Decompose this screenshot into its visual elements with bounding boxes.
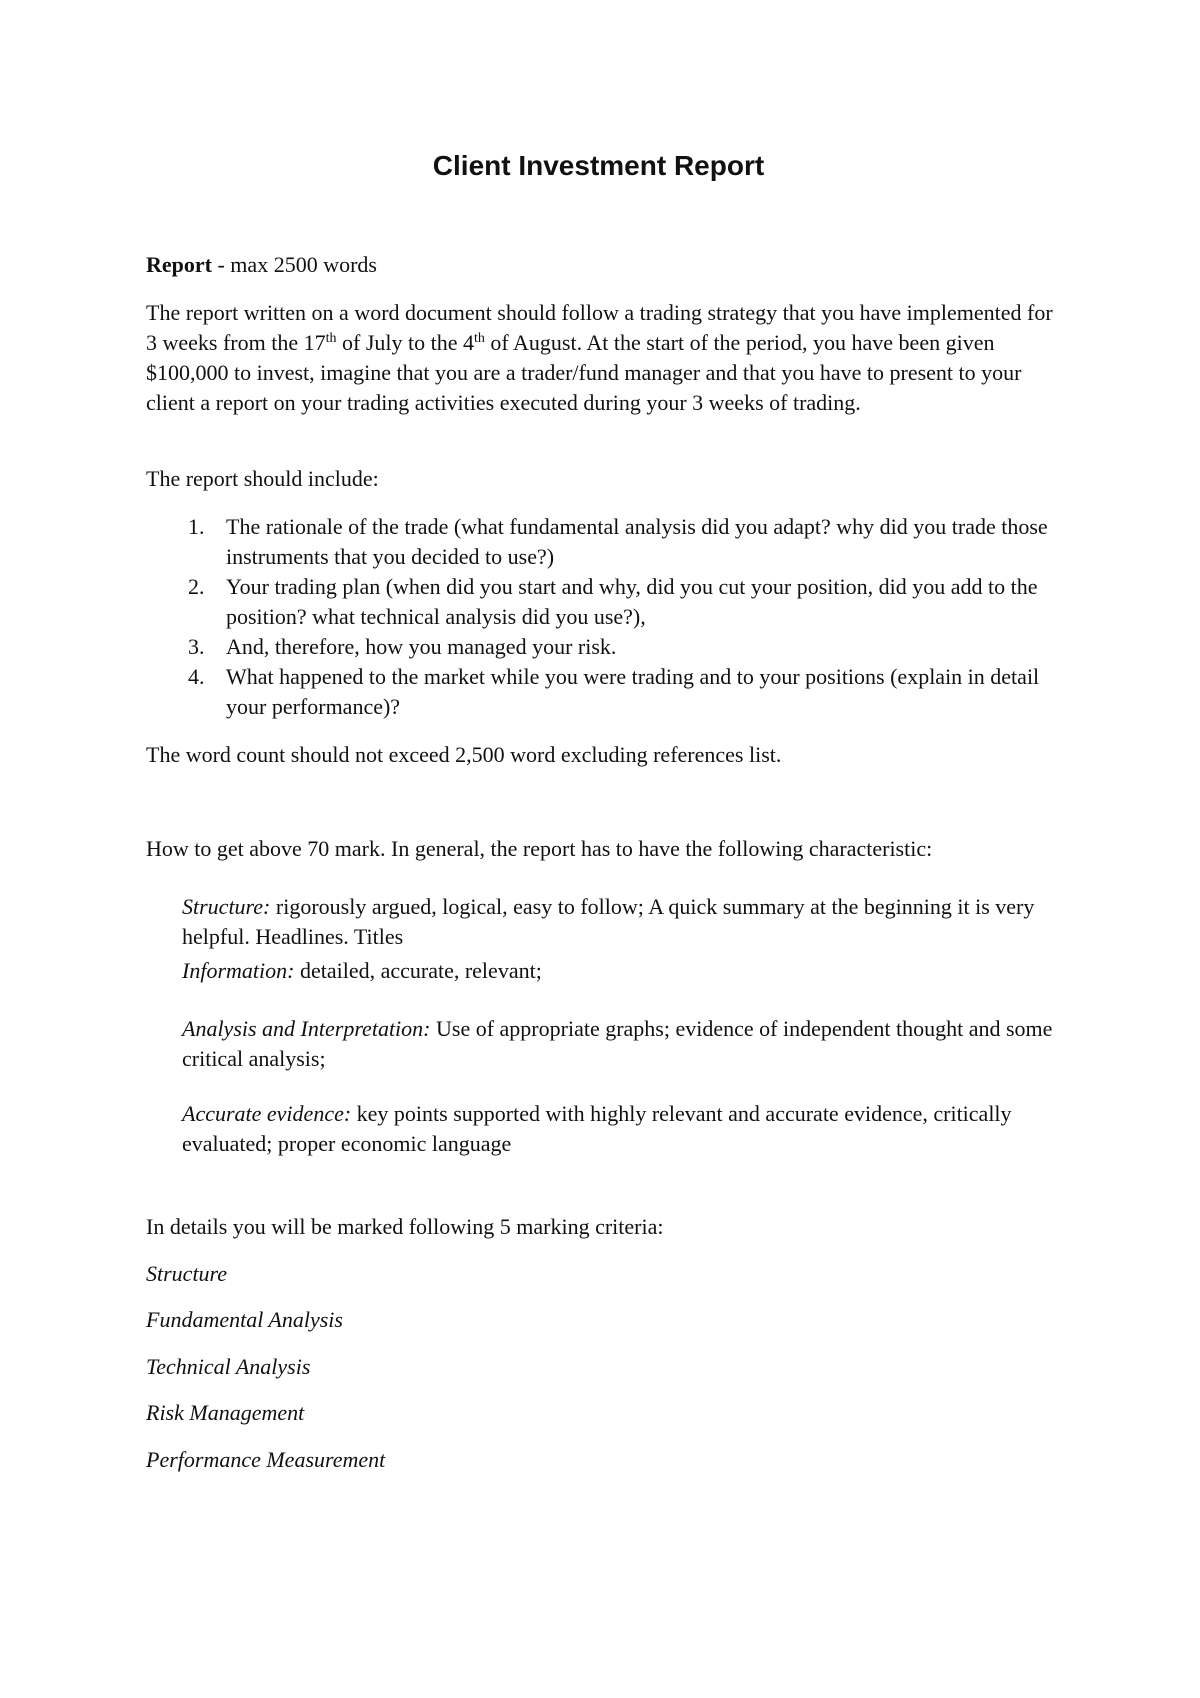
criteria-label: In details you will be marked following 5 marking criteria: (146, 1214, 664, 1239)
ordinal-suffix: th (325, 331, 337, 346)
how-to-note: How to get above 70 mark. In general, the report has to have the following characteristic: (146, 836, 933, 861)
intro-text-3: of August. At the start of the period, you have been given $100,000 to invest, imagine that you are a trader/fund manager and that you have to present to your client a report on your trading activities executed during your 3 weeks of trading. (146, 330, 1022, 415)
criteria-item: Fundamental Analysis (146, 1307, 343, 1332)
list-text: What happened to the market while you were trading and to your positions (explain in detail your performance)? (226, 664, 1040, 719)
report-word-limit (146, 250, 377, 280)
list-item (146, 512, 1066, 572)
list-number: 3. (188, 634, 205, 659)
list-number: 4. (188, 664, 205, 689)
characteristic-label: Accurate evidence: (182, 1101, 352, 1126)
characteristic-text: key points supported with highly relevant and accurate evidence, critically evaluated; proper economic language (182, 1101, 1012, 1156)
criteria-item: Technical Analysis (146, 1354, 311, 1379)
characteristic-text: Use of appropriate graphs; evidence of independent thought and some critical analysis; (182, 1016, 1053, 1071)
list-item (146, 572, 1066, 632)
ordinal-suffix: th (474, 331, 485, 346)
list-item (146, 632, 1066, 662)
requirements-list (146, 512, 1066, 722)
characteristic-structure (182, 892, 1062, 952)
list-text: And, therefore, how you managed your risk. (226, 634, 617, 659)
report-note: - max 2500 words (211, 252, 377, 277)
word-count-note: The word count should not exceed 2,500 word excluding references list. (146, 742, 782, 767)
characteristic-analysis (182, 1014, 1062, 1074)
list-number: 2. (188, 574, 205, 599)
document-title: Client Investment Report (432, 150, 765, 181)
intro-paragraph (146, 298, 1066, 418)
characteristic-text: rigorously argued, logical, easy to follow; A quick summary at the beginning it is very helpful. Headlines. Titles (182, 894, 1035, 949)
characteristic-label: Information: (182, 958, 295, 983)
intro-text-1: The report written on a word document should follow a trading strategy that you have implemented for 3 weeks from the 17 (146, 300, 1053, 355)
criteria-item: Risk Management (146, 1400, 305, 1425)
characteristic-text: detailed, accurate, relevant; (294, 958, 542, 983)
characteristic-evidence (182, 1099, 1062, 1159)
criteria-item: Performance Measurement (146, 1447, 386, 1472)
list-item (146, 662, 1066, 722)
list-text: The rationale of the trade (what fundamental analysis did you adapt? why did you trade those instruments that you decided to use?) (226, 514, 1048, 569)
report-label: Report (146, 252, 212, 277)
characteristic-label: Structure: (182, 894, 271, 919)
characteristic-label: Analysis and Interpretation: (182, 1016, 431, 1041)
list-text: Your trading plan (when did you start and why, did you cut your position, did you add to the position? what technical analysis did you use?), (226, 574, 1038, 629)
criteria-item: Structure (146, 1261, 228, 1286)
list-number: 1. (188, 514, 205, 539)
include-label: The report should include: (146, 466, 379, 491)
characteristic-information (182, 956, 1062, 986)
intro-text-2: of July to the 4 (336, 330, 475, 355)
